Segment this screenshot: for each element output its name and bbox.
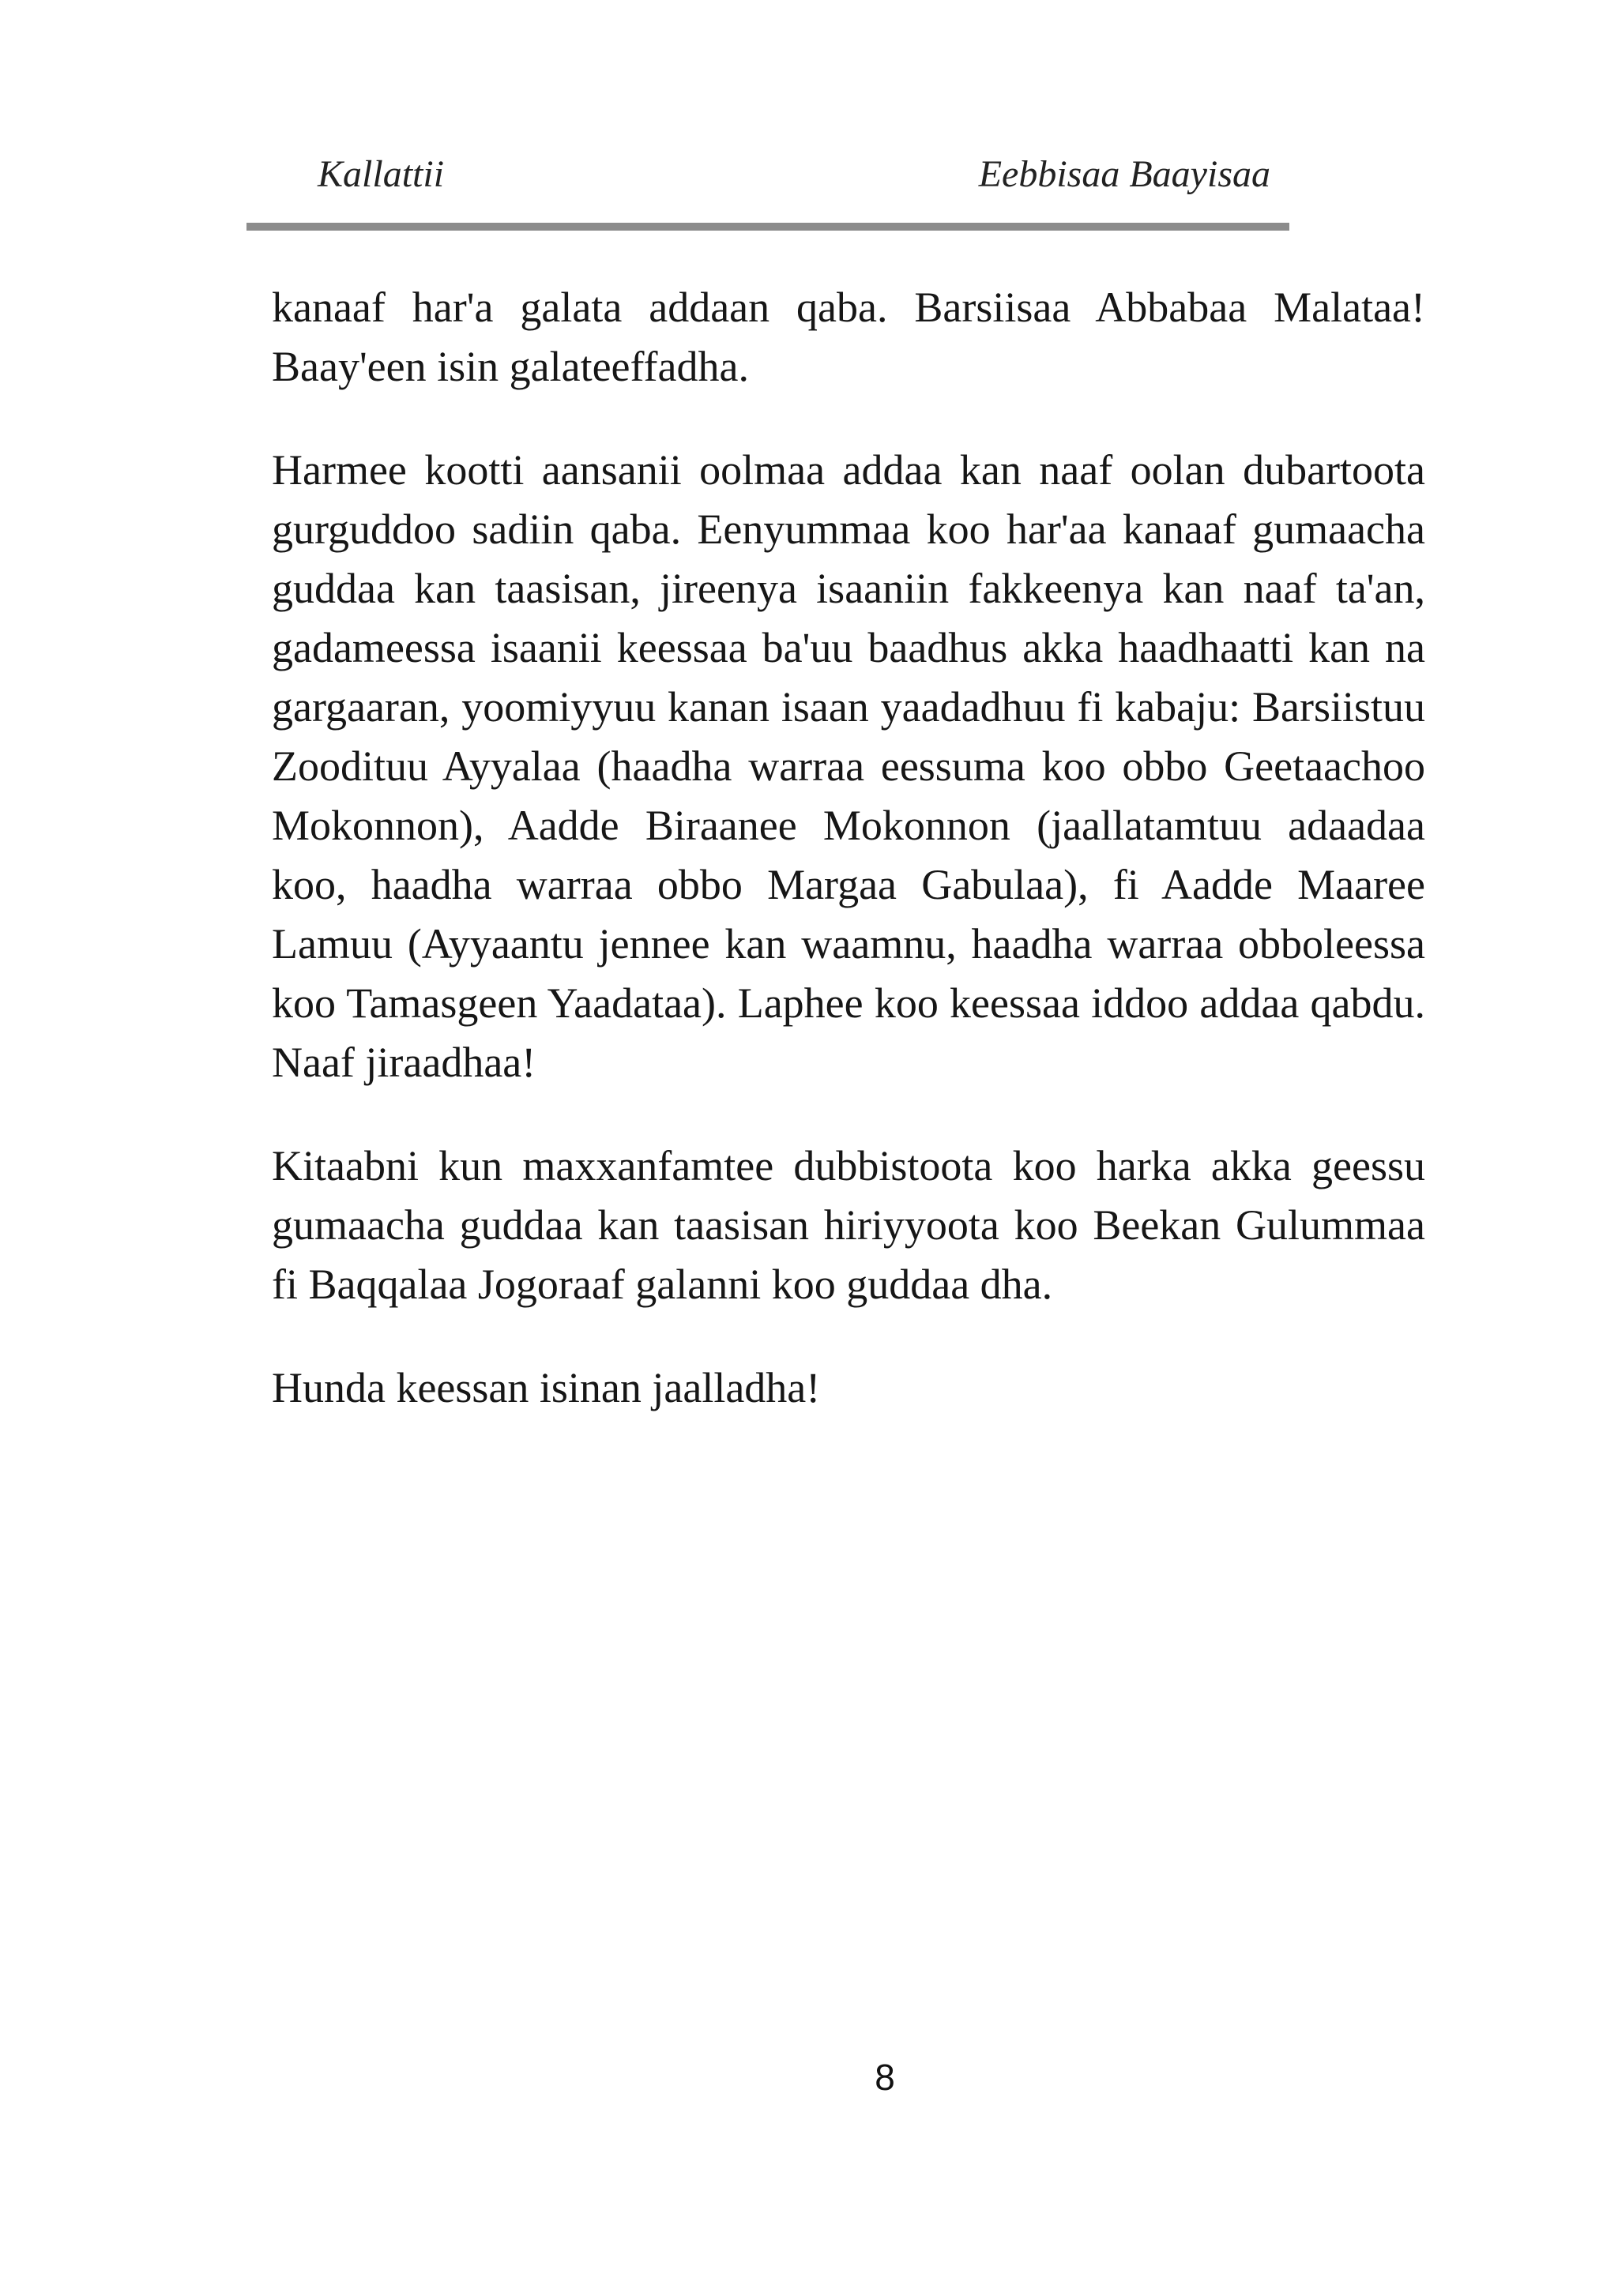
running-header [0, 147, 1618, 202]
header-divider [246, 223, 1289, 231]
page-number: 8 [875, 2057, 895, 2098]
paragraph: Hunda keessan isinan jaalladha! [272, 1364, 821, 1411]
paragraph: kanaaf har'a galata addaan qaba. Barsiisaa Abbabaa Malataa! Baay'een isin galateeffadha. [272, 284, 1425, 390]
paragraph: Kitaabni kun maxxanfamtee dubbistoota koo harka akka geessu gumaacha guddaa kan taasisan hiriyyoota koo Beekan Gulummaa fi Baqqalaa Jogoraaf galanni koo guddaa dha. [272, 1142, 1425, 1308]
page-body [272, 278, 1425, 1462]
paragraph: Harmee kootti aansanii oolmaa addaa kan naaf oolan dubartoota gurguddoo sadiin qaba. Eenyummaa koo har'aa kanaaf gumaacha guddaa kan taasisan, jireenya isaaniin fakkeenya kan naaf ta'an, gadameessa isaanii keessaa ba'uu baadhus akka haadhaatti kan na gargaaran, yoomiyyuu kanan isaan yaadadhuu fi kabaju: Barsiistuu Zoodituu Ayyalaa (haadha warraa eessuma koo obbo Geetaachoo Mokonnon), Aadde Biraanee Mokonnon (jaallatamtuu adaadaa koo, haadha warraa obbo Margaa Gabulaa), fi Aadde Maaree Lamuu (Ayyaantu jennee kan waamnu, haadha warraa obboleessa koo Tamasgeen Yaadataa). Laphee koo keessaa iddoo addaa qabdu. Naaf jiraadhaa! [272, 446, 1425, 1086]
header-author-name: Eebbisaa Baayisaa [978, 153, 1270, 195]
header-book-title: Kallattii [318, 153, 445, 195]
